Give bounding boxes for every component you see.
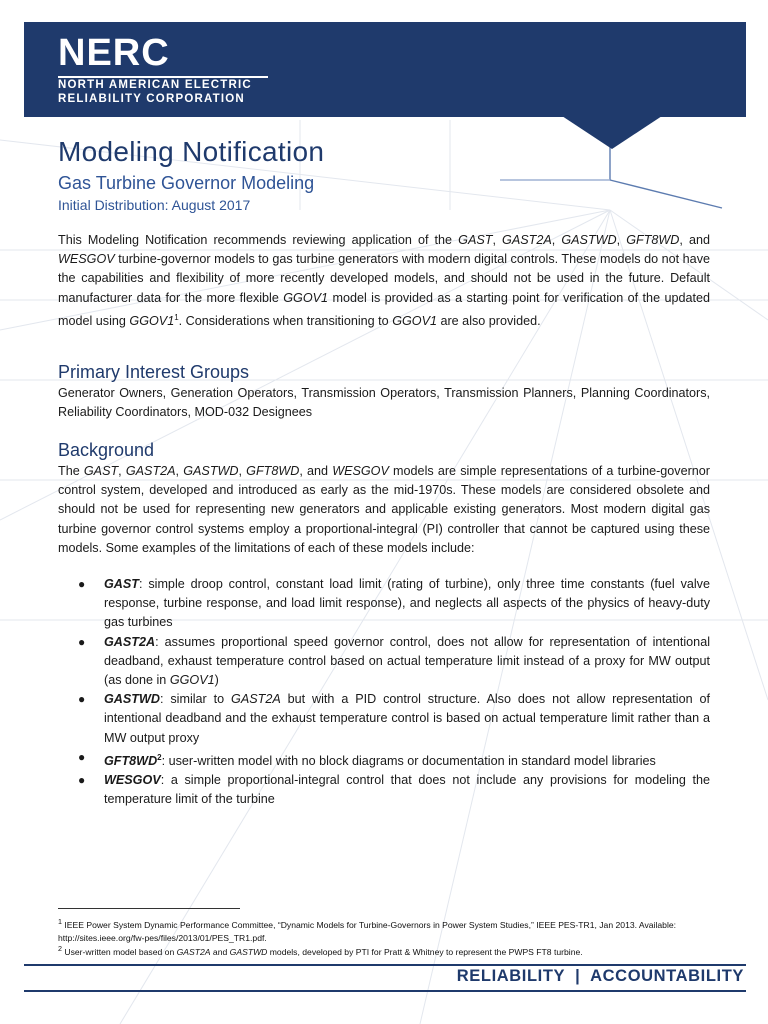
footer-rule-top bbox=[24, 964, 746, 966]
list-item: ● GAST: simple droop control, constant load limit (rating of turbine), only three time constants (fuel valve response, turbine response, and load limit response), and neglects all aspects of the physics of heavy-duty gas turbines bbox=[78, 577, 710, 630]
list-item: ● WESGOV: a simple proportional-integral control that does not include any provisions for modeling the temperature limit of the turbine bbox=[78, 773, 710, 807]
list-item: ● GAST2A: assumes proportional speed governor control, does not allow for representation of intentional deadband, exhaust temperature control based on actual temperature limit instead of a proxy for MW output (as done in GGOV1) bbox=[78, 634, 710, 688]
bullet-icon: ● bbox=[78, 749, 86, 764]
nerc-logo: NERC bbox=[58, 32, 170, 74]
org-name-line1: NORTH AMERICAN ELECTRIC bbox=[58, 79, 252, 91]
distribution-date: Initial Distribution: August 2017 bbox=[58, 197, 251, 213]
bullet-icon: ● bbox=[78, 634, 86, 649]
intro-paragraph: This Modeling Notification recommends reviewing application of the GAST, GAST2A, GASTWD, GFT8WD, and WESGOV turbine-governor models to gas turbine generators with modern digital controls. These models do not have the capabilities and flexibility of more recently developed models, and should not be used in the future. Default manufacturer data for the more flexible GGOV1 model is provided as a starting point for verification of the updated model using $GGOV1^1$. Considerations when transitioning to GGOV1 are also provided. bbox=[58, 233, 710, 328]
header-banner bbox=[24, 22, 746, 117]
background-paragraph: The GAST, GAST2A, GASTWD, GFT8WD, and WESGOV models are simple representations of a turbine-governor control system, developed and introduced as early as the mid-1970s. These models are considered obsolete and should not be used for representing new generators and applicable existing generators. Most modern digital gas turbine governor control systems employ a proportional-integral (PI) controller that cannot be captured using these models. Some examples of the limitations of each of these models include: bbox=[58, 464, 710, 555]
primary-interest-heading: Primary Interest Groups bbox=[58, 362, 250, 382]
footer-tagline: RELIABILITY | ACCOUNTABILITY bbox=[456, 967, 744, 985]
background-heading: Background bbox=[58, 440, 155, 460]
primary-interest-text: Generator Owners, Generation Operators, Transmission Operators, Transmission Planners, Planning Coordinators, Reliability Coordinators, MOD-032 Designees bbox=[58, 386, 710, 420]
bullet-icon: ● bbox=[78, 773, 86, 788]
footer-rule-bottom bbox=[24, 990, 746, 992]
footnote-2: $^2$ User-written model based on GAST2A and GASTWD models, developed by PTI for Pratt & Whitney to represent the PWPS FT8 turbine. bbox=[58, 945, 583, 957]
footnote-divider bbox=[58, 908, 240, 909]
list-item: ● GASTWD: similar to GAST2A but with a PID control structure. Also does not allow representation of intentional deadband and the exhaust temperature control is based on actual temperature limit rather than a MW output proxy bbox=[78, 692, 710, 745]
list-item: ● $GFT8WD^2$: user-written model with no block diagrams or documentation in standard model libraries bbox=[78, 749, 656, 769]
footnote-1: $^1$ IEEE Power System Dynamic Performance Committee, “Dynamic Models for Turbine-Governors in Power System Studies,” IEEE PES-TR1, Jan 2013. Available: http://sites.ieee.org/fw-pes/files/2013/01/PES_TR1.pdf. bbox=[58, 918, 677, 943]
page-title: Modeling Notification bbox=[58, 136, 325, 167]
bullet-icon: ● bbox=[78, 577, 86, 591]
bullet-icon: ● bbox=[78, 692, 86, 707]
logo-rule bbox=[58, 76, 268, 78]
page-subtitle: Gas Turbine Governor Modeling bbox=[58, 173, 315, 193]
org-name-line2: RELIABILITY CORPORATION bbox=[58, 93, 245, 105]
limitations-list bbox=[78, 575, 710, 810]
